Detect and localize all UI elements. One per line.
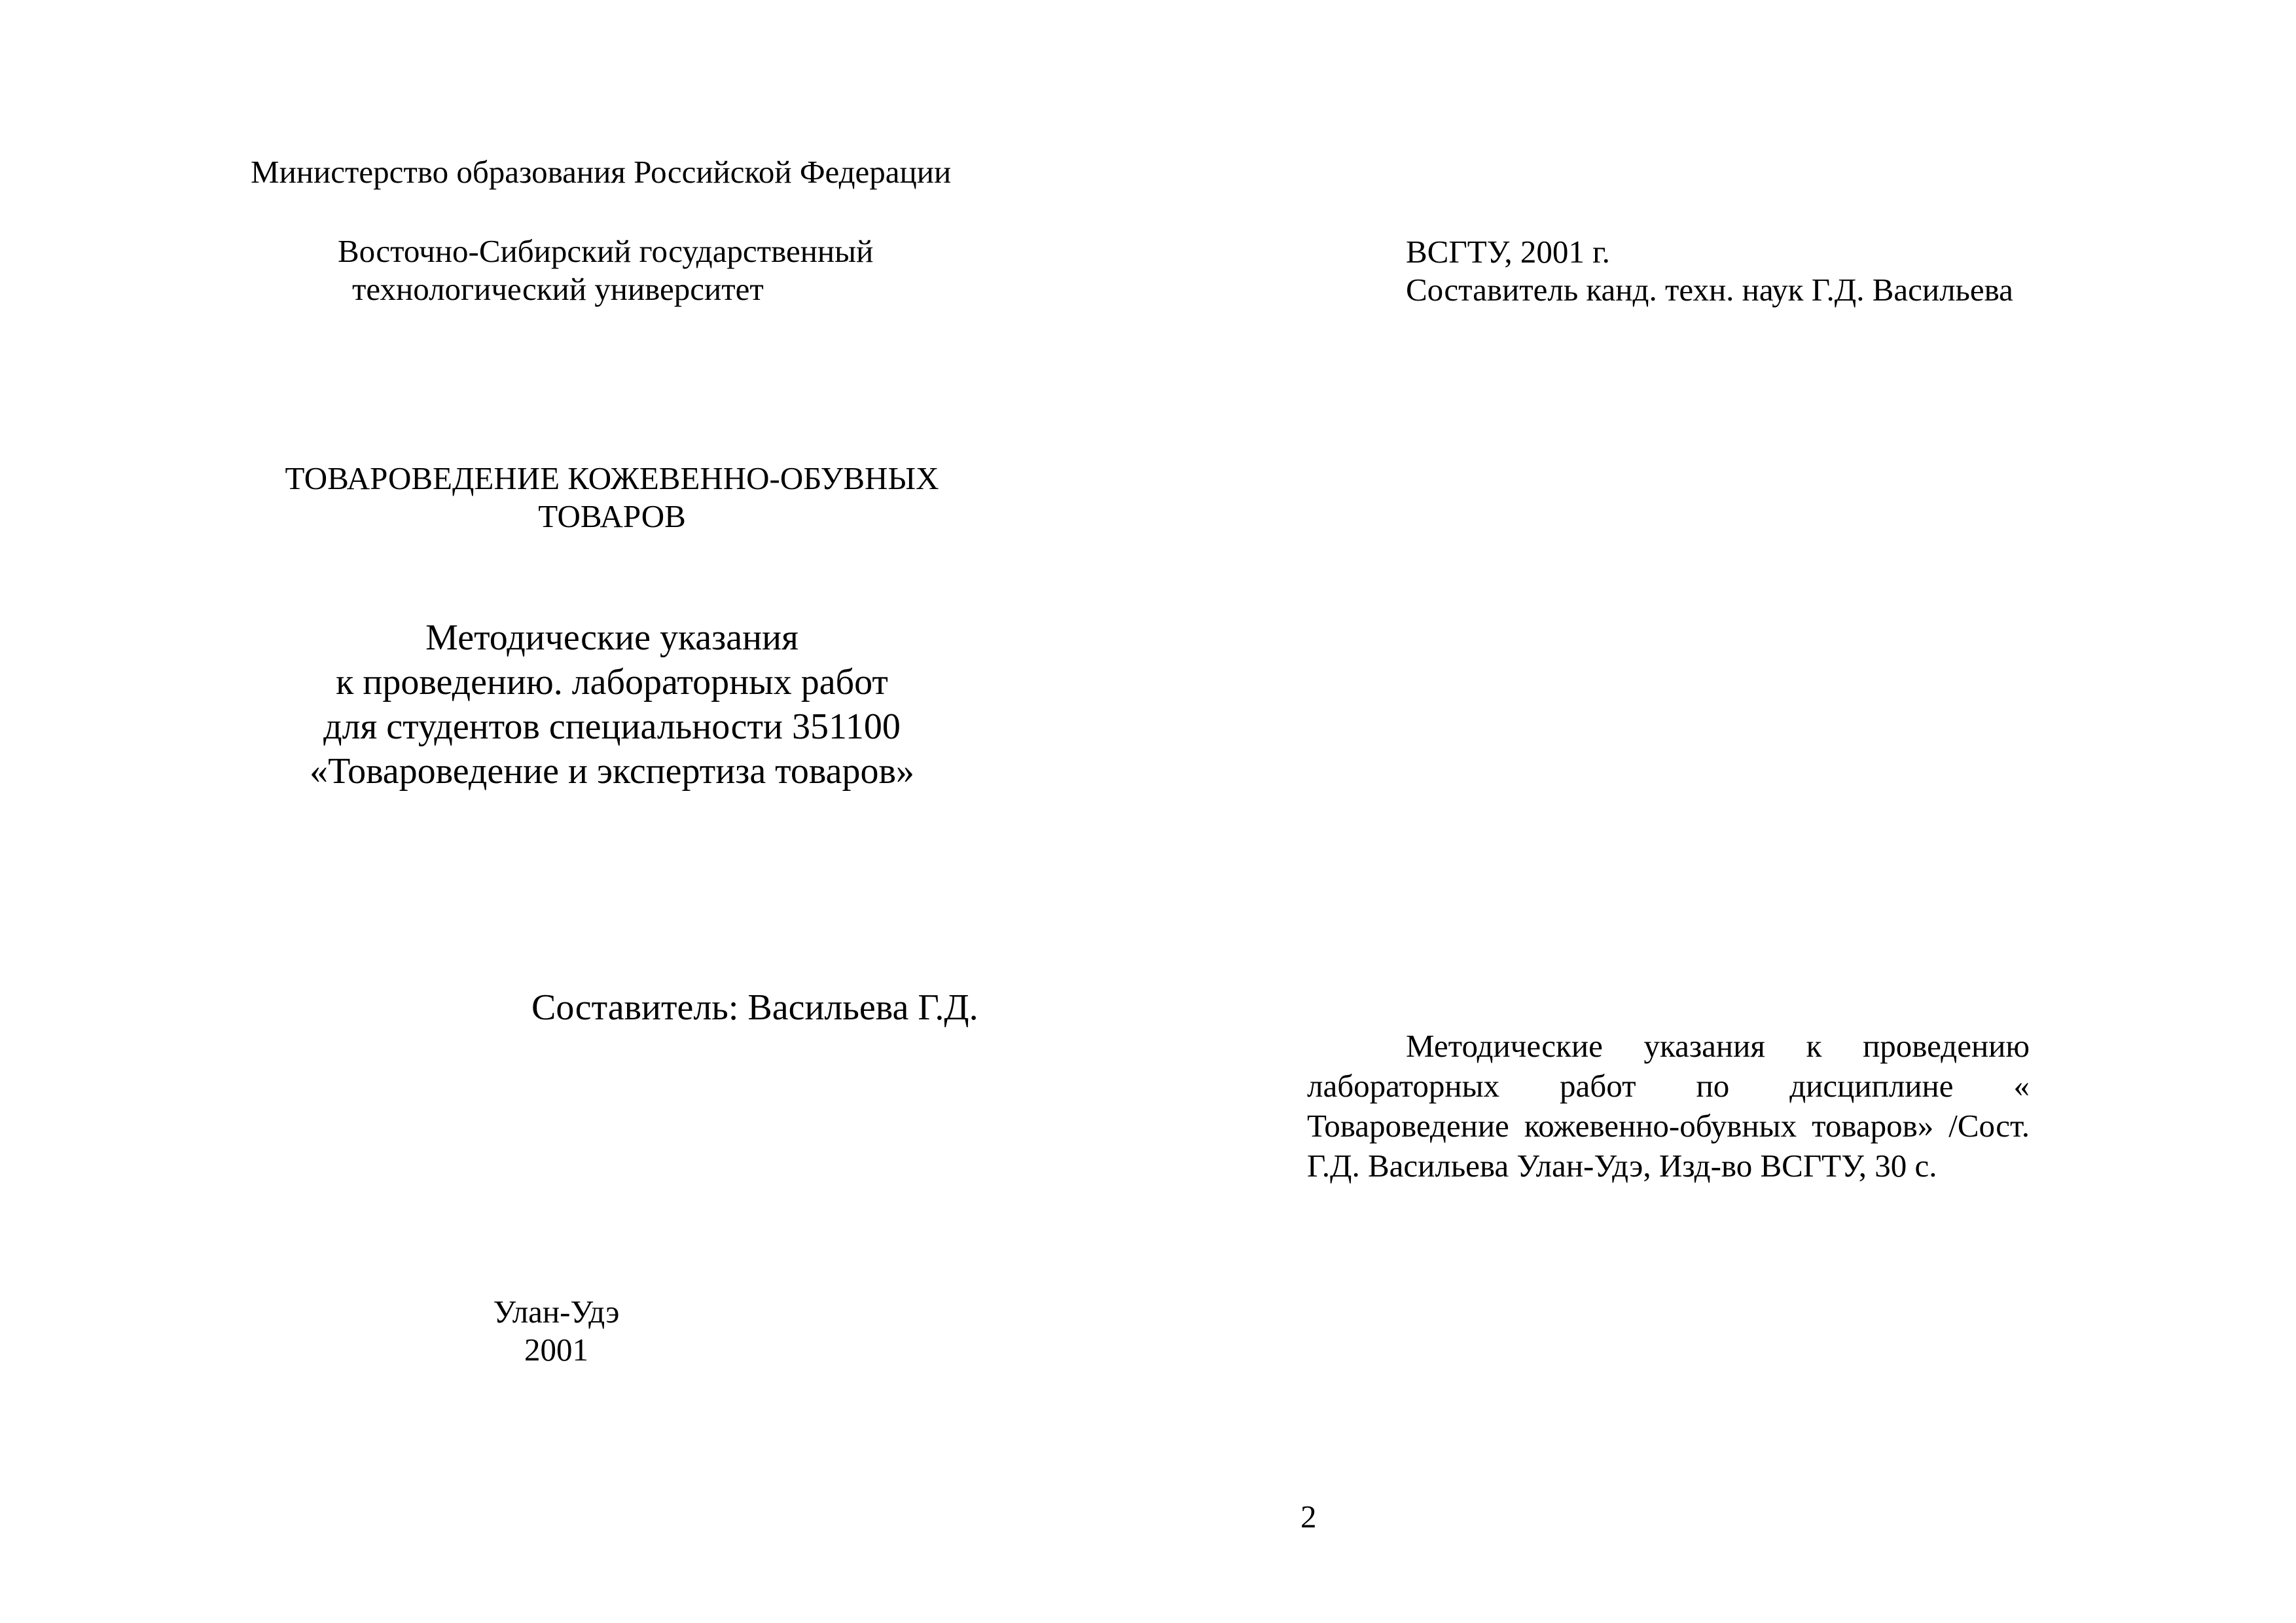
publisher-block	[1406, 233, 2013, 309]
method-line-3: для студентов специальности 351100	[323, 706, 901, 747]
compiler-line: Составитель канд. техн. наук Г.Д. Васильева	[1406, 272, 2013, 308]
page-number: 2	[1300, 1499, 1317, 1535]
method-line-1: Методические указания	[425, 617, 798, 658]
university-line-1: Восточно-Сибирский государственный	[338, 233, 874, 269]
subject-title	[223, 460, 1001, 536]
city-name: Улан-Удэ	[493, 1294, 620, 1330]
subject-title-line-2: ТОВАРОВ	[538, 498, 686, 534]
composer-credit: Составитель: Васильева Г.Д.	[531, 987, 978, 1028]
university-line-2: технологический университет	[352, 271, 764, 307]
abstract-paragraph: Методические указания к проведению лабораторных работ по дисциплине « Товароведение кожевенно-обувных товаров» /Сост. Г.Д. Васильева Улан-Удэ, Изд-во ВСГТУ, 30 с.	[1307, 1028, 2030, 1184]
method-line-4: «Товароведение и экспертиза товаров»	[310, 751, 914, 792]
right-page	[1148, 0, 2296, 1623]
city-year	[425, 1293, 687, 1369]
ministry-heading: Министерство образования Российской Федерации	[251, 154, 952, 190]
method-line-2: к проведению. лабораторных работ	[336, 662, 888, 702]
method-description	[249, 615, 975, 793]
publication-year: 2001	[524, 1332, 588, 1368]
publisher-line: ВСГТУ, 2001 г.	[1406, 234, 1610, 270]
subject-title-line-1: ТОВАРОВЕДЕНИЕ КОЖЕВЕННО-ОБУВНЫХ	[285, 460, 939, 496]
university-name	[288, 232, 942, 308]
